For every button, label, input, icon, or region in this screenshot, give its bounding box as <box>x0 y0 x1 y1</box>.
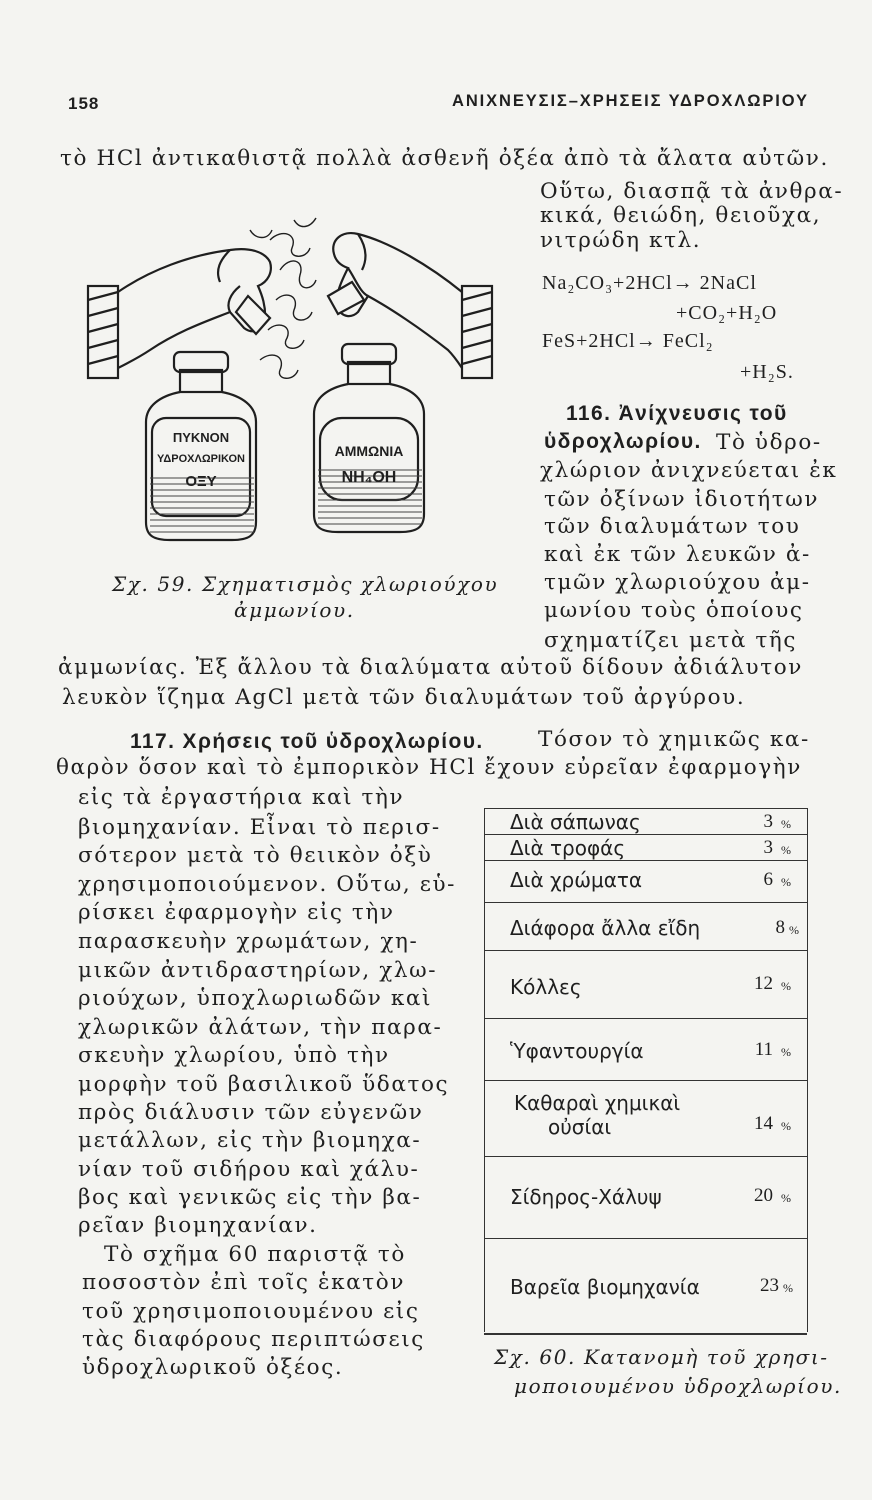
row-label: Διὰ σάπωνας <box>510 810 641 834</box>
row-label: Ὑφαντουργία <box>510 1039 644 1063</box>
section-117-line: εἰς τὰ ἐργαστήρια καὶ τὴν <box>78 785 405 810</box>
intro-line-4: νιτρώδη κτλ. <box>540 228 702 253</box>
figure-59-caption-2: ἀμμωνίου. <box>234 598 355 622</box>
page-number: 158 <box>68 94 100 113</box>
row-unit: % <box>783 1281 793 1295</box>
section-117-line: σότερον μετὰ τὸ θειικὸν ὀξὺ <box>78 843 433 868</box>
section-117-title: 117. Χρήσεις τοῦ ὑδροχλωρίου. <box>130 730 484 753</box>
section-117-line: ποσοστὸν ἐπὶ τοῖς ἑκατὸν <box>82 1270 405 1295</box>
section-116-line: τῶν διαλυμάτων του <box>544 514 801 539</box>
row-value: 11 <box>754 1039 773 1060</box>
intro-line-2: Οὕτω, διασπᾷ τὰ ἀνθρα- <box>540 179 844 204</box>
section-116-line-0: Τὸ ὑδρο- <box>716 430 822 455</box>
figure-59-illustration <box>80 200 500 560</box>
left-bottle-icon <box>146 352 256 540</box>
row-value: 23 <box>760 1275 779 1296</box>
section-117-line: σκευὴν χλωρίου, ὑπὸ τὴν <box>78 1043 390 1068</box>
row-label: Διὰ χρώματα <box>510 868 643 892</box>
table-row <box>484 1080 807 1157</box>
section-117-line: ρεῖαν βιομηχανίαν. <box>78 1213 318 1238</box>
section-117-line: μετάλλων, εἰς τὴν βιομηχα- <box>78 1128 422 1153</box>
row-label: Καθαραὶ χημικαὶ <box>514 1091 681 1115</box>
smoke-icon <box>250 218 316 378</box>
left-bottle-label-1: ΠΥΚΝΟΝ <box>172 430 230 445</box>
section-116-line: τῶν ὀξίνων ἰδιοτήτων <box>544 487 820 512</box>
row-value: 8 <box>775 917 785 938</box>
table-row <box>484 1018 807 1081</box>
equation-1-line-2: +CO₂+H₂O <box>676 302 778 324</box>
row-value: 20 <box>754 1185 773 1206</box>
section-117-line: τὰς διαφόρους περιπτώσεις <box>82 1327 425 1352</box>
row-unit: % <box>781 1191 791 1205</box>
section-117-line: Τὸ σχῆμα 60 παριστᾷ τὸ <box>104 1242 406 1267</box>
section-116-line: τμῶν χλωριούχου ἀμ- <box>544 570 811 595</box>
figure-59-caption-1: Σχ. 59. Σχηματισμὸς χλωριούχου <box>112 572 499 596</box>
table-left-border <box>484 808 485 1332</box>
table-row <box>484 950 807 1019</box>
section-117-line: τοῦ χρησιμοποιουμένου εἰς <box>82 1299 420 1324</box>
section-116-full-line-2: λευκὸν ἵζημα AgCl μετὰ τῶν διαλυμάτων τοῦ ἀργύρου. <box>62 685 746 710</box>
figure-60-caption-1: Σχ. 60. Κατανομὴ τοῦ χρησι- <box>494 1345 829 1369</box>
section-117-line: ριούχων, ὑποχλωριωδῶν καὶ <box>78 986 433 1011</box>
section-117-line: βος καὶ γενικῶς εἰς τὴν βα- <box>78 1185 422 1210</box>
section-117-line: μορφὴν τοῦ βασιλικοῦ ὕδατος <box>78 1072 450 1097</box>
section-117-title-rest: Τόσον τὸ χημικῶς κα- <box>538 727 810 752</box>
row-unit: % <box>781 843 791 857</box>
row-value: 12 <box>754 973 773 994</box>
row-value: 3 <box>763 837 773 858</box>
section-116-line: μωνίου τοὺς ὁποίους <box>544 598 804 623</box>
equation-2-line-1: FeS+2HCl→ FeCl₂ <box>542 330 714 352</box>
table-row <box>484 834 807 861</box>
section-116-full-line-1: ἀμμωνίας. Ἐξ ἄλλου τὰ διαλύματα αὐτοῦ δίδουν ἀδιάλυτον <box>58 655 803 680</box>
row-unit: % <box>781 817 791 831</box>
section-117-line: χλωρικῶν ἀλάτων, τὴν παρα- <box>78 1015 443 1040</box>
row-unit: % <box>781 979 791 993</box>
section-117-line: βιομηχανίαν. Εἶναι τὸ περισ- <box>78 815 441 840</box>
left-bottle-label-3: ΟΞΥ <box>185 473 217 490</box>
table-row <box>484 1238 807 1335</box>
right-bottle-label-2: NH₄OH <box>341 469 397 486</box>
right-bottle-label-1: ΑΜΜΩΝΙΑ <box>334 443 404 459</box>
row-unit: % <box>789 923 799 937</box>
section-117-line: ὑδροχλωρικοῦ ὀξέος. <box>82 1355 344 1380</box>
row-unit: % <box>781 875 791 889</box>
table-row <box>484 808 807 835</box>
section-117-line: χρησιμοποιούμενον. Οὕτω, εὑ- <box>78 872 457 897</box>
row-value: 6 <box>763 869 773 890</box>
equation-2-line-2: +H₂S. <box>740 361 794 383</box>
section-116-title: 116. Ἀνίχνευσις τοῦ <box>566 402 788 425</box>
row-unit: % <box>781 1119 791 1133</box>
row-label: Σίδηρος-Χάλυψ <box>510 1185 662 1209</box>
row-label-2: οὐσίαι <box>548 1115 612 1139</box>
section-117-line: ρίσκει ἐφαρμογὴν εἰς τὴν <box>78 900 395 925</box>
row-value: 3 <box>763 811 773 832</box>
row-label: Διάφορα ἄλλα εἴδη <box>510 916 701 940</box>
table-row <box>484 860 807 903</box>
equation-1-line-1: Na₂CO₃+2HCl→ 2NaCl <box>542 272 757 294</box>
section-116-title-cont: ὑδροχλωρίου. <box>544 430 702 453</box>
section-116-line: σχηματίζει μετὰ τῆς <box>544 628 798 653</box>
section-117-line: παρασκευὴν χρωμάτων, χη- <box>78 929 419 954</box>
section-117-full-line: θαρὸν ὅσον καὶ τὸ ἐμπορικὸν HCl ἔχουν εὐρεῖαν ἐφαρμογὴν <box>56 755 802 780</box>
intro-line-3: κικά, θειώδη, θειοῦχα, <box>540 203 822 228</box>
row-label: Βαρεῖα βιομηχανία <box>510 1275 700 1299</box>
running-title: ΑΝΙΧΝΕΥΣΙΣ–ΧΡΗΣΕΙΣ ΥΔΡΟΧΛΩΡΙΟΥ <box>452 92 809 110</box>
section-116-line: χλώριον ἀνιχνεύεται ἐκ <box>540 458 838 483</box>
left-stopper-icon <box>236 296 270 334</box>
right-bottle-icon <box>314 344 424 532</box>
row-value: 14 <box>754 1113 773 1134</box>
intro-line-1: τὸ HCl ἀντικαθιστᾷ πολλὰ ἀσθενῆ ὀξέα ἀπὸ τὰ ἄλατα αὐτῶν. <box>60 146 829 171</box>
section-117-line: πρὸς διάλυσιν τῶν εὐγενῶν <box>78 1100 424 1125</box>
row-label: Κόλλες <box>510 975 582 999</box>
section-117-line: νίαν τοῦ σιδήρου καὶ χάλυ- <box>78 1157 420 1182</box>
row-label: Διὰ τροφάς <box>510 836 626 860</box>
right-cuff-icon <box>462 286 492 378</box>
left-cuff-icon <box>88 286 118 378</box>
table-row <box>484 902 807 951</box>
table-right-border <box>807 808 808 1332</box>
figure-60-caption-2: μοποιουμένου ὑδροχλωρίου. <box>514 1374 842 1398</box>
table-row <box>484 1156 807 1239</box>
section-117-line: μικῶν ἀντιδραστηρίων, χλω- <box>78 958 438 983</box>
section-116-line: καὶ ἐκ τῶν λευκῶν ἀ- <box>544 542 811 567</box>
row-unit: % <box>781 1045 791 1059</box>
left-bottle-label-2: ΥΔΡΟΧΛΩΡΙΚΟΝ <box>157 453 245 465</box>
